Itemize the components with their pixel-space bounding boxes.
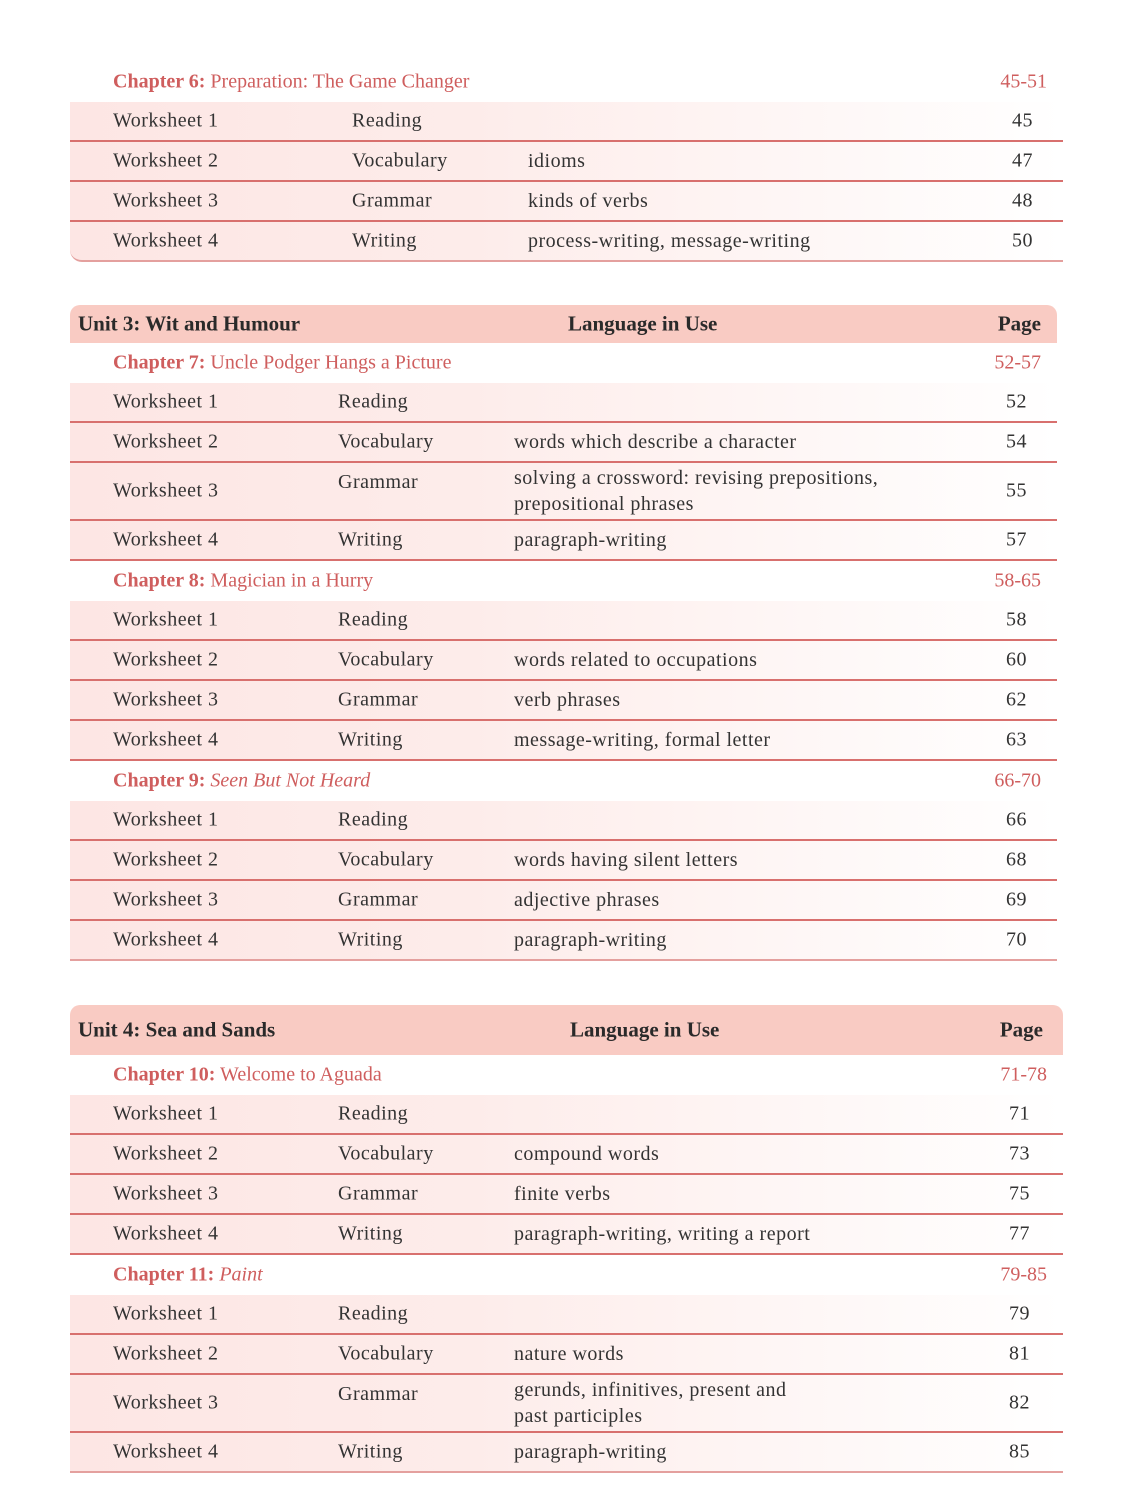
skill-type: Vocabulary: [338, 1342, 434, 1365]
worksheet-name: Worksheet 1: [113, 808, 219, 831]
page-number: 54: [1006, 430, 1027, 453]
unit-title: Unit 4: Sea and Sands: [78, 1017, 276, 1042]
chapter-row: [70, 561, 1057, 601]
topic: paragraph-writing, writing a report: [514, 1223, 811, 1245]
skill-type: Writing: [338, 1440, 403, 1463]
page-number: 62: [1006, 688, 1027, 711]
worksheet-name: Worksheet 3: [113, 189, 219, 212]
chapter-number: Chapter 11:: [113, 1263, 215, 1286]
chapter-row: [70, 62, 1063, 102]
worksheet-row: [70, 222, 1063, 262]
worksheet-row: [70, 1175, 1063, 1215]
chapter-heading: [113, 770, 370, 793]
page-number: 85: [1009, 1440, 1030, 1463]
worksheet-row: [70, 463, 1057, 521]
page-number: 66: [1006, 808, 1027, 831]
chapter-page-range: 71-78: [1000, 1063, 1047, 1086]
skill-type: Writing: [338, 528, 403, 551]
page-number: 47: [1012, 149, 1033, 172]
skill-type: Vocabulary: [338, 1142, 434, 1165]
skill-type: Reading: [352, 109, 423, 132]
worksheet-name: Worksheet 1: [113, 109, 219, 132]
page-number: 52: [1006, 390, 1027, 413]
skill-type: Grammar: [338, 888, 419, 911]
skill-type: Grammar: [352, 189, 433, 212]
chapter-page-range: 79-85: [1000, 1263, 1047, 1286]
worksheet-row: [70, 142, 1063, 182]
page-number: 50: [1012, 229, 1033, 252]
topic: nature words: [514, 1343, 624, 1365]
worksheet-row: [70, 881, 1057, 921]
skill-type: Grammar: [338, 1383, 419, 1405]
topic: process-writing, message-writing: [528, 230, 811, 252]
worksheet-name: Worksheet 2: [113, 1342, 219, 1365]
worksheet-name: Worksheet 3: [113, 1182, 219, 1205]
topic: solving a crossword: revising prepositions, prepositional phrases: [514, 467, 879, 515]
chapter-title: Welcome to Aguada: [220, 1063, 382, 1086]
skill-type: Vocabulary: [352, 149, 448, 172]
chapter-row: [70, 761, 1057, 801]
chapter-heading: [113, 352, 451, 375]
toc-section-unit-4: [70, 1005, 1063, 1473]
worksheet-row: [70, 521, 1057, 561]
page-number: 45: [1012, 109, 1033, 132]
worksheet-row: [70, 1295, 1063, 1335]
page-number: 55: [1006, 479, 1027, 502]
worksheet-name: Worksheet 2: [113, 1142, 219, 1165]
worksheet-name: Worksheet 3: [113, 688, 219, 711]
worksheet-name: Worksheet 1: [113, 390, 219, 413]
worksheet-row: [70, 1433, 1063, 1473]
worksheet-name: Worksheet 4: [113, 528, 219, 551]
chapter-heading: [113, 1064, 382, 1087]
worksheet-name: Worksheet 4: [113, 1440, 219, 1463]
skill-type: Reading: [338, 1302, 409, 1325]
worksheet-row: [70, 921, 1057, 961]
column-header-language: Language in Use: [570, 1017, 720, 1042]
topic: words having silent letters: [514, 849, 739, 871]
chapter-title: Magician in a Hurry: [210, 569, 374, 592]
skill-type: Vocabulary: [338, 430, 434, 453]
page-number: 71: [1009, 1102, 1030, 1125]
chapter-row: [70, 1055, 1063, 1095]
topic: paragraph-writing: [514, 529, 667, 551]
topic: compound words: [514, 1143, 660, 1165]
worksheet-name: Worksheet 4: [113, 1222, 219, 1245]
worksheet-row: [70, 601, 1057, 641]
chapter-number: Chapter 6:: [113, 70, 206, 93]
worksheet-name: Worksheet 3: [113, 1391, 219, 1414]
chapter-heading: [113, 1264, 263, 1287]
skill-type: Grammar: [338, 471, 419, 493]
worksheet-name: Worksheet 1: [113, 608, 219, 631]
skill-type: Vocabulary: [338, 648, 434, 671]
column-header-language: Language in Use: [568, 311, 718, 336]
unit-header: [70, 1005, 1063, 1055]
page-number: 82: [1009, 1391, 1030, 1414]
worksheet-row: [70, 423, 1057, 463]
skill-type: Grammar: [338, 1182, 419, 1205]
unit-title: Unit 3: Wit and Humour: [78, 311, 301, 336]
skill-type: Writing: [338, 928, 403, 951]
worksheet-row: [70, 1135, 1063, 1175]
topic: paragraph-writing: [514, 1441, 667, 1463]
chapter-title: Paint: [219, 1263, 263, 1286]
chapter-number: Chapter 7:: [113, 351, 206, 374]
page-number: 69: [1006, 888, 1027, 911]
page-number: 68: [1006, 848, 1027, 871]
chapter-title: Preparation: The Game Changer: [210, 70, 470, 93]
worksheet-name: Worksheet 4: [113, 229, 219, 252]
page-number: 77: [1009, 1222, 1030, 1245]
topic: gerunds, infinitives, present and past participles: [514, 1379, 787, 1427]
page-number: 60: [1006, 648, 1027, 671]
page-number: 73: [1009, 1142, 1030, 1165]
chapter-page-range: 52-57: [994, 351, 1041, 374]
toc-section-chapter-6: [70, 62, 1063, 262]
worksheet-row: [70, 383, 1057, 423]
skill-type: Grammar: [338, 688, 419, 711]
topic: paragraph-writing: [514, 929, 667, 951]
worksheet-row: [70, 1215, 1063, 1255]
topic: idioms: [528, 150, 586, 172]
worksheet-name: Worksheet 1: [113, 1302, 219, 1325]
worksheet-name: Worksheet 3: [113, 888, 219, 911]
topic: message-writing, formal letter: [514, 729, 771, 751]
skill-type: Writing: [352, 229, 417, 252]
skill-type: Reading: [338, 808, 409, 831]
page-number: 48: [1012, 189, 1033, 212]
topic: kinds of verbs: [528, 190, 649, 212]
worksheet-name: Worksheet 2: [113, 648, 219, 671]
worksheet-row: [70, 1335, 1063, 1375]
chapter-page-range: 58-65: [994, 569, 1041, 592]
page-number: 58: [1006, 608, 1027, 631]
worksheet-row: [70, 182, 1063, 222]
column-header-page: Page: [999, 1017, 1043, 1042]
worksheet-row: [70, 681, 1057, 721]
chapter-heading: [113, 570, 373, 593]
skill-type: Writing: [338, 728, 403, 751]
chapter-title: Uncle Podger Hangs a Picture: [210, 351, 452, 374]
worksheet-name: Worksheet 4: [113, 928, 219, 951]
column-header-page: Page: [997, 311, 1041, 336]
worksheet-row: [70, 721, 1057, 761]
chapter-row: [70, 343, 1057, 383]
worksheet-row: [70, 102, 1063, 142]
worksheet-row: [70, 641, 1057, 681]
skill-type: Writing: [338, 1222, 403, 1245]
worksheet-name: Worksheet 4: [113, 728, 219, 751]
worksheet-row: [70, 801, 1057, 841]
topic: words which describe a character: [514, 431, 797, 453]
page-number: 81: [1009, 1342, 1030, 1365]
chapter-number: Chapter 8:: [113, 569, 206, 592]
topic: verb phrases: [514, 689, 621, 711]
chapter-row: [70, 1255, 1063, 1295]
worksheet-row: [70, 1375, 1063, 1433]
page-number: 75: [1009, 1182, 1030, 1205]
page-number: 63: [1006, 728, 1027, 751]
worksheet-name: Worksheet 1: [113, 1102, 219, 1125]
topic: adjective phrases: [514, 889, 660, 911]
chapter-number: Chapter 10:: [113, 1063, 216, 1086]
skill-type: Reading: [338, 1102, 409, 1125]
page-number: 57: [1006, 528, 1027, 551]
skill-type: Reading: [338, 608, 409, 631]
worksheet-name: Worksheet 2: [113, 149, 219, 172]
chapter-number: Chapter 9:: [113, 769, 206, 792]
chapter-title: Seen But Not Heard: [210, 769, 371, 792]
topic: finite verbs: [514, 1183, 611, 1205]
chapter-heading: [113, 71, 469, 94]
worksheet-row: [70, 841, 1057, 881]
worksheet-name: Worksheet 2: [113, 848, 219, 871]
skill-type: Reading: [338, 390, 409, 413]
toc-section-unit-3: [70, 305, 1057, 961]
worksheet-row: [70, 1095, 1063, 1135]
skill-type: Vocabulary: [338, 848, 434, 871]
page-number: 79: [1009, 1302, 1030, 1325]
unit-header: [70, 305, 1057, 343]
chapter-page-range: 45-51: [1000, 70, 1047, 93]
page-number: 70: [1006, 928, 1027, 951]
worksheet-name: Worksheet 3: [113, 479, 219, 502]
topic: words related to occupations: [514, 649, 758, 671]
chapter-page-range: 66-70: [994, 769, 1041, 792]
worksheet-name: Worksheet 2: [113, 430, 219, 453]
